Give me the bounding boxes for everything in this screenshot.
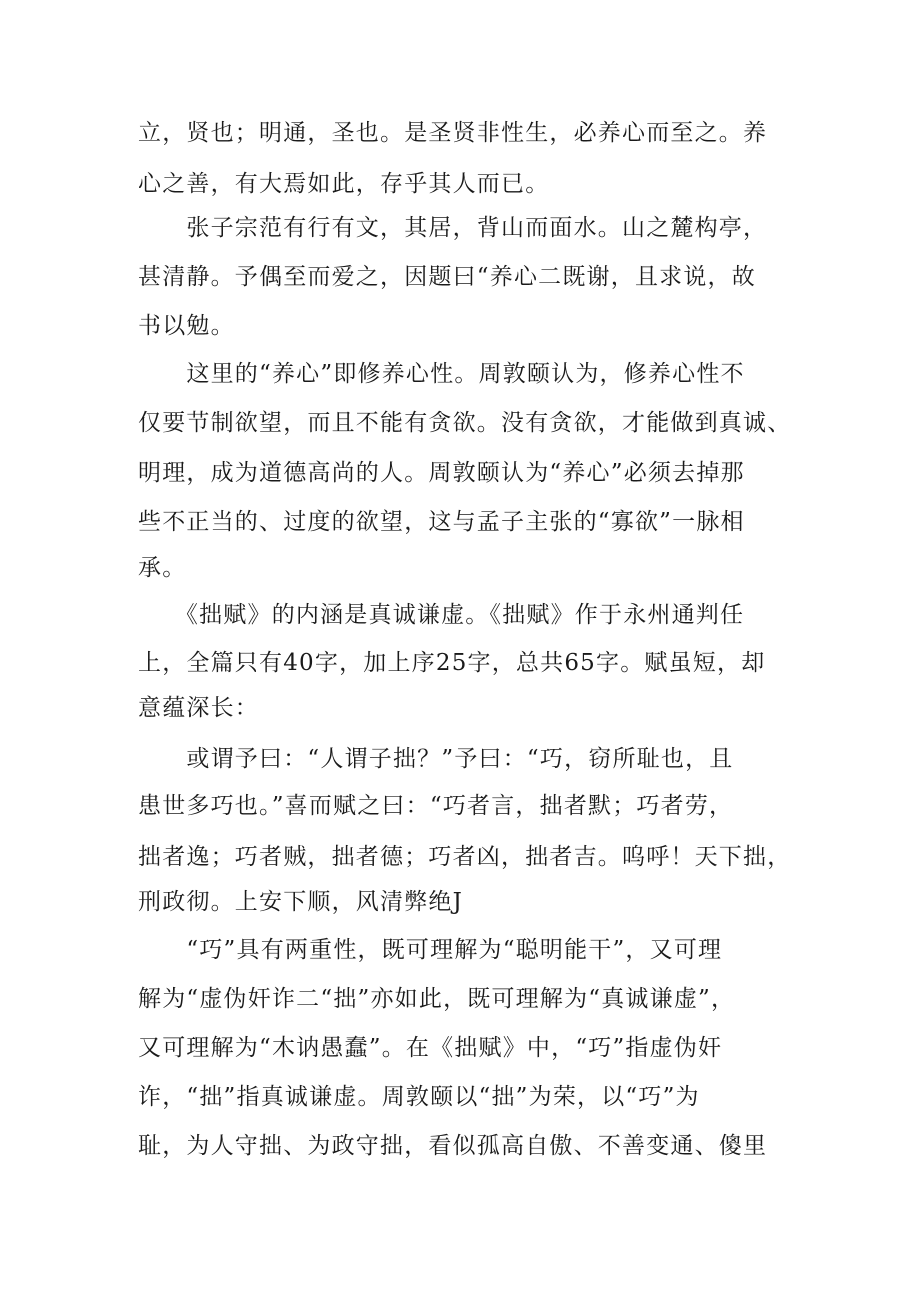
text-line: 刑政彻。上安下顺，风清弊绝J [138, 889, 464, 915]
text-line: 《拙赋》的内涵是真诚谦虚。《拙赋》作于永州通判任 [138, 602, 745, 628]
text-line: 明理，成为道德高尚的人。周敦颐认为“养心”必须去掉那 [138, 460, 745, 486]
text-line: 解为“虚伪奸诈二“拙”亦如此，既可理解为“真诚谦虚”， [138, 986, 736, 1012]
text-line: 仅要节制欲望，而且不能有贪欲。没有贪欲，才能做到真诚、 [138, 410, 792, 436]
text-line: 承。 [138, 555, 187, 581]
text-line: 拙者逸；巧者贼，拙者德；巧者凶，拙者吉。呜呼！天下拙， [138, 844, 792, 870]
text-line: 意蕴深长： [138, 695, 259, 721]
text-line: 耻，为人守拙、为政守拙，看似孤高自傲、不善变通、傻里 [138, 1133, 768, 1159]
text-line: 立，贤也；明通，圣也。是圣贤非性生，必养心而至之。养 [138, 120, 768, 146]
text-line: 患世多巧也。”喜而赋之曰：“巧者言，拙者默；巧者劳， [138, 793, 734, 819]
text-line: 又可理解为“木讷愚蠢”。在《拙赋》中，“巧”指虚伪奸 [138, 1035, 723, 1061]
text-line: 心之善，有大焉如此，存乎其人而已。 [138, 171, 550, 197]
text-line: 这里的“养心”即修养心性。周敦颐认为，修养心性不 [138, 361, 745, 387]
text-line: 甚清静。予偶至而爱之，因题曰“养心二既谢，且求说，故 [138, 264, 756, 290]
text-line: 诈，“拙”指真诚谦虚。周敦颐以“拙”为荣，以“巧”为 [138, 1084, 700, 1110]
text-line: 或谓予曰：“人谓子拙？”予曰：“巧，窃所耻也，且 [138, 746, 734, 772]
text-line: 张子宗范有行有文，其居，背山而面水。山之麓构亭， [138, 215, 768, 241]
text-line: 上，全篇只有40字，加上序25字，总共65字。赋虽短，却 [138, 650, 766, 676]
text-line: 书以勉。 [138, 313, 235, 339]
text-line: 些不正当的、过度的欲望，这与孟子主张的“寡欲”一脉相 [138, 509, 745, 535]
text-line: “巧”具有两重性，既可理解为“聪明能干”，又可理 [138, 937, 723, 963]
